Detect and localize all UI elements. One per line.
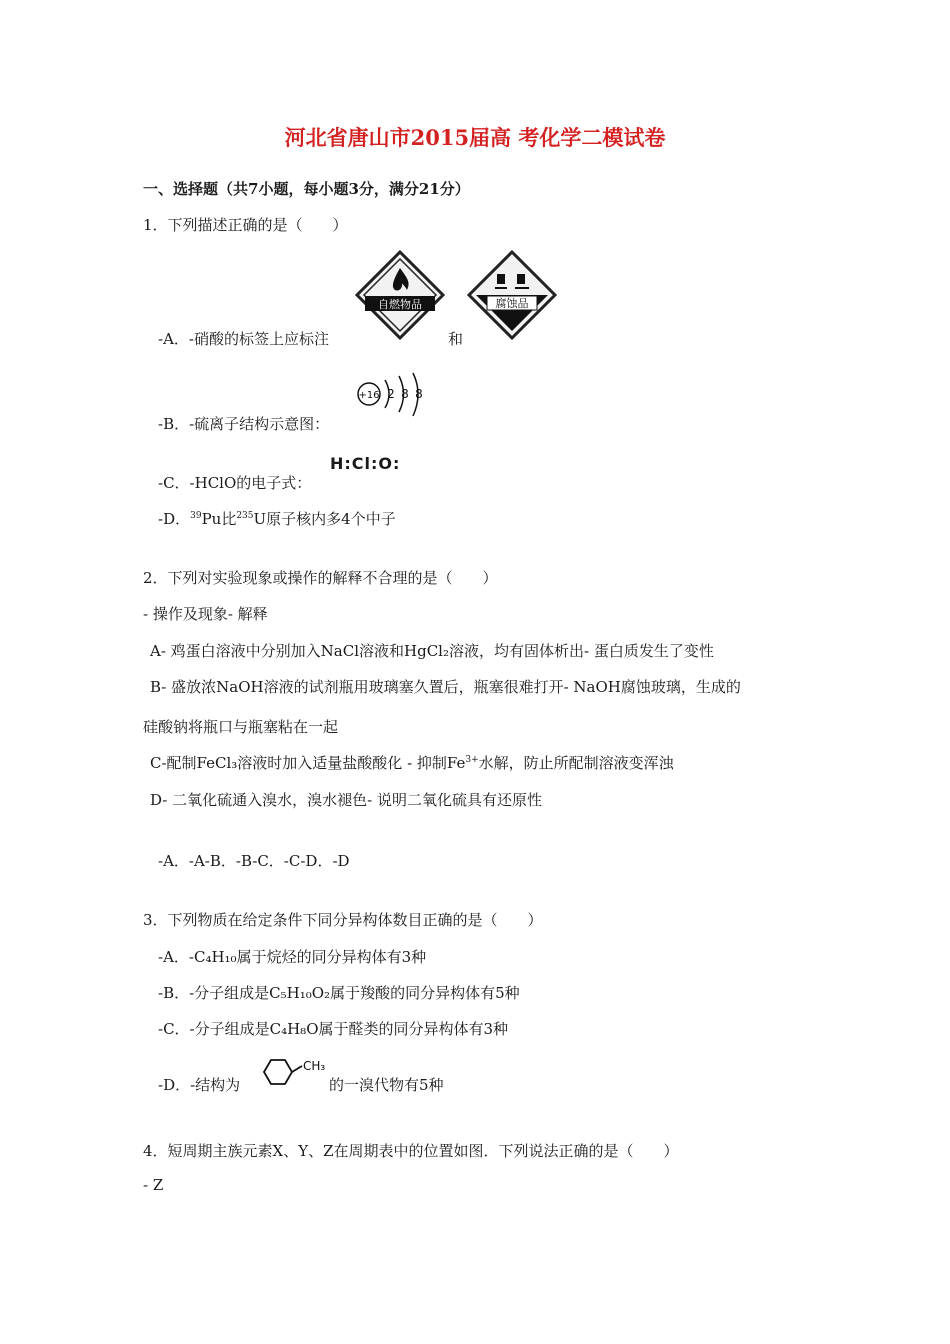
q3-option-d-post: 的一溴代物有5种 <box>329 1076 444 1094</box>
q2-c-post: 水解，防止所配制溶液变浑浊 <box>478 754 674 772</box>
shell-2-count: 8 <box>401 387 409 401</box>
q3-option-a: -A．-C₄H₁₀属于烷烃的同分异构体有3种 <box>158 948 427 966</box>
q1-option-c: -C．-HClO的电子式： <box>158 474 312 492</box>
q1-option-a-and: 和 <box>448 330 464 348</box>
sulfide-ion-diagram <box>355 372 435 422</box>
q2-row-b-line1: B- 盛放浓NaOH溶液的试剂瓶用玻璃塞久置后，瓶塞很难打开- NaOH腐蚀玻璃，生成的 <box>150 678 741 696</box>
q3-option-c: -C．-分子组成是C₄H₈O属于醛类的同分异构体有3种 <box>158 1020 509 1038</box>
q2-c-sup: 3+ <box>465 755 479 765</box>
q1-d-prefix: -D． <box>158 510 191 528</box>
methylcyclohexane-structure <box>258 1054 328 1090</box>
q2-table-header: - 操作及现象- 解释 <box>143 605 268 623</box>
q3-stem: 3．下列物质在给定条件下同分异构体数目正确的是（ ） <box>143 911 543 929</box>
q1-option-b: -B．-硫离子结构示意图： <box>158 415 330 433</box>
hclo-electron-formula: H:Cl:O: <box>330 454 401 473</box>
q1-d-rest: U原子核内多4个中子 <box>253 510 396 528</box>
q2-row-a: A- 鸡蛋白溶液中分别加入NaCl溶液和HgCl₂溶液，均有固体析出- 蛋白质发生了变性 <box>150 642 714 660</box>
flammable-label-text: 自燃物品 <box>378 298 422 311</box>
q2-options: -A．-A-B．-B-C．-C-D．-D <box>158 852 350 870</box>
corrosive-label-icon <box>467 250 557 340</box>
q2-row-c <box>150 752 674 773</box>
shell-3-count: 8 <box>415 387 423 401</box>
q1-d-sup2: 235 <box>236 511 254 521</box>
q2-row-d: D- 二氧化硫通入溴水，溴水褪色- 说明二氧化硫具有还原性 <box>150 791 542 809</box>
q2-stem: 2．下列对实验现象或操作的解释不合理的是（ ） <box>143 569 498 587</box>
q2-c-pre: C-配制FeCl₃溶液时加入适量盐酸酸化 - 抑制Fe <box>150 754 466 772</box>
q3-option-b: -B．-分子组成是C₅H₁₀O₂属于羧酸的同分异构体有5种 <box>158 984 520 1002</box>
q4-stem: 4．短周期主族元素X、Y、Z在周期表中的位置如图．下列说法正确的是（ ） <box>143 1142 679 1160</box>
q1-stem: 1．下列描述正确的是（ ） <box>143 216 348 234</box>
shell-1-count: 2 <box>387 387 395 401</box>
q4-table-z: - Z <box>143 1176 164 1194</box>
ch3-label: CH₃ <box>303 1059 326 1073</box>
q1-option-d <box>158 508 396 529</box>
section-heading: 一、选择题（共7小题，每小题3分，满分21分） <box>143 180 470 198</box>
q3-option-d-pre: -D．-结构为 <box>158 1076 241 1094</box>
page-title: 河北省唐山市2015届高 考化学二模试卷 <box>284 125 666 150</box>
atom-core-label: +16 <box>358 390 380 401</box>
q1-d-pu: Pu比 <box>201 510 237 528</box>
q1-option-a: -A．-硝酸的标签上应标注 <box>158 330 329 348</box>
corrosive-label-text: 腐蚀品 <box>495 297 529 310</box>
q1-d-sup1: 39 <box>190 511 202 521</box>
flammable-label-icon <box>355 250 445 340</box>
q2-row-b-line2: 硅酸钠将瓶口与瓶塞粘在一起 <box>143 718 339 736</box>
